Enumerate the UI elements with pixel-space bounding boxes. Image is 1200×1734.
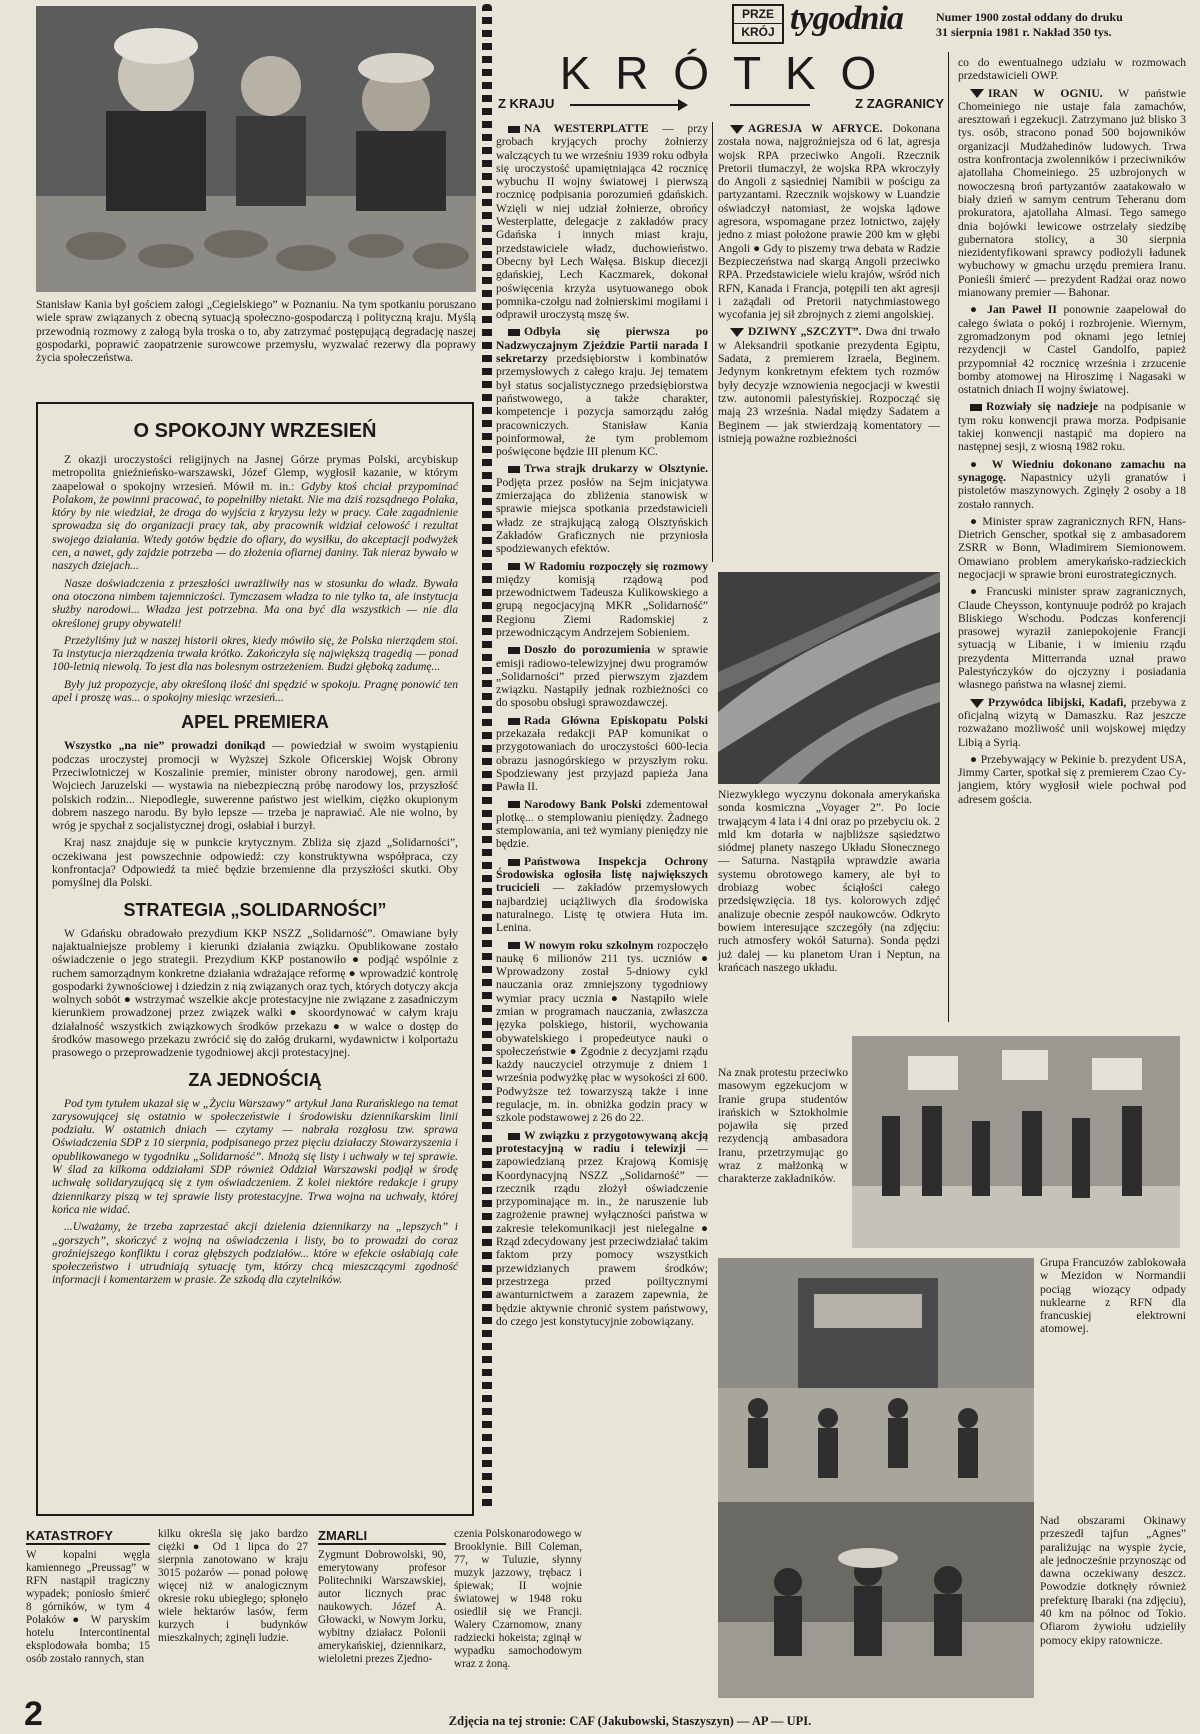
kraju-9-text: rozpoczęło naukę 6 milionów 211 tys. uczniów ● Wprowadzony został 5-dniowy cykl nauczania oraz zmniejszony tygodniowy wymiar pracy ucznia ● Nastąpiło wiele zmian w programach nauczania, zwłaszcza języka polskiego, historii, wychowania obywatelskiego i propedeutyce nauki o społeczeństwie ● Zgodnie z decyzjami rządu każdy nauczyciel otrzymuje z dniem 1 września podwyżkę płac w wysokości zł 600. Podwyższe też towarzyszą także i inne regulacje, m. in. obniżka godzin pracy w szkole podstawowej z 26 do 22. bbox=[496, 938, 708, 1125]
kraju-item-9 bbox=[496, 939, 708, 1125]
bullet-icon bbox=[508, 718, 520, 725]
kraju-5-lead: Doszło do porozumienia bbox=[524, 643, 651, 657]
zmarli-title: ZMARLI bbox=[318, 1528, 446, 1545]
z-kraju-column bbox=[496, 122, 708, 1332]
right-5-text: Napastnicy użyli granatów i pistoletów maszynowych. Zginęły 2 osoby a 18 zostało rannych. bbox=[958, 470, 1186, 511]
bullet-icon bbox=[508, 466, 520, 473]
photo-credits: Zdjęcia na tej stronie: CAF (Jakubowski, Staszyszyn) — AP — UPI. bbox=[448, 1714, 812, 1728]
arrow-right-icon bbox=[678, 99, 688, 111]
article-apel bbox=[52, 739, 458, 889]
kraju-9-lead: W nowym roku szkolnym bbox=[524, 938, 654, 952]
jednosc-p1: Pod tym tytułem ukazał się w „Życiu Warszawy” artykuł Jana Rurańskiego na temat zarysowującej się ostatnio w społeczeństwie i środowisku dziennikarskim linii podziału. W ostatnich dniach — czytamy — nabrała rozgłosu tzw. sprawa Oświadczenia SDP z 10 sierpnia, podpisanego przez pięciu działaczy Stowarzyszenia i opublikowanego w tygodniku „Solidarność”. Mnożą się listy i uchwały w tej sprawie. W ślad za kilkoma oddziałami SDP również Oddział Warszawski podjął w środę uchwałę solidaryzującą się z tym oświadczeniem. Z kolei niektóre redakcje i grupy dziennikarzy piszą w tej sprawie listy protestacyjne. Trwa wojna na uchwały, której końca nie widać. bbox=[52, 1096, 458, 1216]
zagr-2-text: Dwa dni trwało w Aleksandrii spotkanie prezydenta Egiptu, Sadata, z premierem Izraela, Beginem. Jedynym konkretnym efektem tych rozmów były decyzje wznowienia negocjacji w kwestii tzw. autonomii palestyńskiej. Rozpocząć się mają 23 września. Nadal między Sadatem a Beginem — jak stwierdzają komentatory — istnieją poważne rozbieżności bbox=[718, 325, 940, 445]
zmarli-text-2: czenia Polskonarodowego w Brooklynie. Bill Coleman, 77, w Tuluzie, słynny muzyk jazzowy, trębacz i śpiewak; II wojnie światowej w 1948 roku osiedlił się we Francji. Walery Czarnomow, znany radziecki hokeista; zginął w wypadku samochodowym wraz z żoną. bbox=[454, 1528, 583, 1670]
article-strategia bbox=[52, 927, 458, 1060]
box-title-spokojny: O SPOKOJNY WRZESIEŃ bbox=[133, 420, 377, 442]
katastrofy-title: KATASTROFY bbox=[26, 1528, 150, 1545]
iran-protest-photo-image bbox=[852, 1036, 1180, 1248]
right-5-lead: W Wiedniu dokonano zamachu na synagogę. bbox=[958, 457, 1186, 484]
saturn-photo-image bbox=[718, 572, 940, 784]
spokojny-p1: Z okazji uroczystości religijnych na Jasnej Górze prymas Polski, arcybiskup metropolita gnieźnieńsko-warszawski, Józef Glemp, wygłosił kazanie, w którym zaapelował o spokojny wrzesień. Mówił m. in.: bbox=[52, 453, 458, 493]
kraju-item-1 bbox=[496, 122, 708, 321]
kania-photo-image bbox=[36, 6, 476, 292]
news-box bbox=[36, 402, 474, 1516]
right-item-8 bbox=[958, 696, 1186, 749]
issue-line-1: Numer 1900 został oddany do druku bbox=[936, 10, 1123, 24]
apel-p1: — powiedział w swoim wystąpieniu podczas uroczystej promocji w Wyższej Szkole Oficerskiej Wojsk Obrony Przeciwlotniczej w Koszalinie premier, minister obrony narodowej, gen. armii Wojciech Jaruzelski — wystawia na niebezpieczną próbę narodowy los, przyszłość polskich rodzin... Niepodległe, suwerenne państwo jest wielkim, ciężko okupionym dobrem naszego narodu. By było lepsze — trzeba je naprawiać. Ale nie wolno, by wróg je spychał z socjalistycznej drogi, osłabiał i burzył. bbox=[52, 739, 459, 833]
typhoon-caption: Nad obszarami Okinawy przeszedł tajfun „Agnes” paraliżując na wyspie życie, ale jednocześnie przynosząc od dawna oczekiwany deszcz. Powodzie dotknęły również prefekturę Ibaraki (na zdjęciu), 40 km na północ od Tokio. Ofiarom żywiołu udzieliły pomocy ekipy ratownicze. bbox=[1040, 1514, 1186, 1647]
kraju-1-text: — przy grobach kryjących prochy żołnierzy walczących tu we wrześniu 1939 roku odbyła się uroczystość upamiętniająca 42 rocznicę wybuchu II wojny światowej i pierwszą rocznicę podpisania porozumień gdańskich. Wzięli w niej udział żołnierze, obrońcy Westerplatte, delegacje z zakładów pracy Gdańska i innych miast kraju, przedstawiciele władz, duchowieństwo. Obecny był Lech Wałęsa. Biskup diecezji gdańskiej, Lech Kaczmarek, dokonał poświęcenia krzyża usytuowanego obok pomnika-czołgu nad żołnierskimi mogiłami i odprawił uroczystą mszę św. bbox=[496, 122, 708, 322]
right-item-2 bbox=[958, 87, 1186, 300]
right-column bbox=[958, 56, 1186, 810]
kraju-3-text: Podjęta przez posłów na Sejm inicjatywa zmierzająca do zbliżenia stanowisk w sprawie miejsca spotkania przedstawicieli władz ze strajkującą załogą Olsztyńskich Zakładów Graficznych nie przyniosła spodziewanych efektów. bbox=[496, 475, 708, 556]
spokojny-p2: Nasze doświadczenia z przeszłości uwrażliwiły nas w stosunku do władz. Bywała ona otoczona nimbem tajemniczości. Tymczasem władza to nie tylko ta, ale instytucja służby narodowi... Władza jest potrzebna. Ma ona być dla wszystkich — nie dla określonej grupy obywateli! bbox=[52, 576, 458, 630]
box-title-strategia: STRATEGIA „SOLIDARNOŚCI” bbox=[123, 899, 387, 920]
triangle-bullet-icon bbox=[970, 699, 984, 708]
triangle-bullet-icon bbox=[970, 89, 984, 98]
right-2-lead: IRAN W OGNIU. bbox=[988, 86, 1103, 100]
kraju-6-lead: Rada Główna Episkopatu Polski bbox=[524, 713, 708, 727]
right-item-4 bbox=[958, 400, 1186, 453]
z-zagranicy-label: Z ZAGRANICY bbox=[855, 96, 944, 111]
train-blockade-photo-image bbox=[718, 1258, 1034, 1508]
kraju-item-5 bbox=[496, 643, 708, 709]
apel-p2: Kraj nasz znajduje się w punkcie krytycznym. Zbliża się zjazd „Solidarności”, oczekiwana jest powszechnie odpowiedź: czy konstruktywna współpraca, czy konfrontacja? Odpowiedź ta mieć będzie brzemienne dla przyszłości skutki. Oby pomyślnej dla Polski. bbox=[52, 836, 458, 890]
masthead-title: tygodnia bbox=[790, 0, 903, 37]
right-item-9: ● Przebywający w Pekinie b. prezydent USA, Jimmy Carter, spotkał się z premierem Czao Cy-jangiem, który wygłosił wiele pochwał pod adresem gościa. bbox=[958, 752, 1186, 806]
bullet-icon bbox=[508, 647, 520, 654]
right-3-text: ponownie zaapelował do całego świata o pokój i rozbrojenie. Wiernym, zgromadzonym pod oknami jego letniej rezydencji w Castel Gandolfo, papież przypomniał 42 rocznicę września i zrzucenie bomby atomowej na Hiroszimę i Nagasaki w ostatnich dniach II wojny światowej. bbox=[958, 303, 1186, 397]
article-jednosc bbox=[52, 1097, 458, 1287]
kraju-10-text: — zapowiedzianą przez Krajową Komisję Koordynacyjną NSZZ „Solidarność” — rzecznik rządu złożył oświadczenie przypominające m. in., że naruszenie lub zagrożenie prawnej wyłączności państwa w zakresie telekomunikacji jest nielegalne ● Rząd zdecydowany jest przeciwdziałać takim faktom przy pomocy wszystkich przewidzianych prawem środków; przestrzega przed poiltycznymi awanturnictwem a zarazem zapewnia, że będzie aktywnie chronić system państwowy, do czego jest konstytucyjnie zobowiązany. bbox=[496, 1141, 708, 1328]
kraju-2-text: przedsiębiorstw i kombinatów przemysłowych z całego kraju. Jej tematem był status socjalistycznego przedsiębiorstwa państwowego, a także charakter, kompetencje i pozycja samorządu załóg pracowniczych. Stanisław Kania poinformował, że tym problemom poświęcone będzie III plenum KC. bbox=[496, 352, 709, 459]
right-4-text: na podpisanie w tym roku konwencji prawa morza. Podpisanie takiej konwencji nastąpić ma dopiero na następnej sesji, z wiosną 1982 roku. bbox=[958, 400, 1186, 454]
logo-top: PRZE bbox=[734, 6, 782, 24]
krotko-subheader bbox=[498, 96, 944, 112]
kraju-4-text: między komisją rządową pod przewodnictwem Tadeusza Kulikowskiego a grupą negocjacyjną MKR „Solidarność” Regionu Ziemi Radomskiej z przewodniczącym Andrzejem Sobieniem. bbox=[496, 572, 708, 639]
kraju-7-text: zdementował plotkę... o stemplowaniu pieniędzy. Żadnego stemplowania, ani też wymiany pieniędzy nie będzie. bbox=[496, 797, 708, 851]
apel-lead: Wszystko „na nie” prowadzi donikąd bbox=[64, 739, 266, 753]
kraju-item-6 bbox=[496, 714, 708, 794]
z-kraju-label: Z KRAJU bbox=[498, 96, 555, 111]
kraju-2-lead: Odbyła się pierwsza po Nadzwyczajnym Zjeździe Partii narada I sekretarzy bbox=[496, 325, 708, 366]
zagr-item-2 bbox=[718, 325, 940, 445]
kraju-8-lead: Państwowa Inspekcja Ochrony Środowiska ogłosiła listę największych trucicieli bbox=[496, 854, 708, 895]
right-item-6: ● Minister spraw zagranicznych RFN, Hans-Dietrich Genscher, spotkał się z ambasadorem ZSRR w Bonn, Władimirem Siemionowem. Omawiano problem amerykańsko-radzieckich negocjacji w sprawie broni eurostrategicznych. bbox=[958, 514, 1186, 581]
kraju-10-lead: W związku z przygotowywaną akcją protestacyjną w radiu i telewizji bbox=[496, 1128, 708, 1155]
right-4-lead: Rozwiały się nadzieje bbox=[986, 400, 1099, 414]
kraju-5-text: w sprawie emisji radiowo-telewizyjnej dwu programów „Solidarności” przed pierwszym zjazdem związku. Nastąpiły jednak rozbieżności co do sposobu obsługi sprawozdawczej. bbox=[496, 643, 708, 710]
right-item-3: ● Jan Paweł II ponownie zaapelował do całego świata o pokój i rozbrojenie. Wiernym, zgromadzonym pod oknami jego letniej rezydencji w Castel Gandolfo, papież przypomniał 42 rocznicę września i zrzucenie bomby atomowej na Hiroszimę i Nagasaki w ostatnich dniach II wojny światowej. bbox=[958, 303, 1186, 397]
subheader-line-left bbox=[570, 104, 680, 106]
bullet-icon bbox=[508, 126, 520, 133]
krotko-title: K R Ó T K O bbox=[559, 47, 883, 99]
right-8-text: przebywa z oficjalną wizytą w Damaszku. Raz jeszcze rozważano możliwość unii wojskowej między Libią a Syrią. bbox=[958, 695, 1187, 749]
kraju-item-4 bbox=[496, 560, 708, 640]
strategia-p1: W Gdańsku obradowało prezydium KKP NSZZ „Solidarność”. Omawiane były najaktualniejsze problemy i kierunki działania związku. Opublikowane zostało oświadczenie o jego strategii. Prezydium KKP postanowiło ● podjąć wspólnie z ruchem samorządnym konkretne działania wdrażające reformę ● wprowadzić kontrolę gospodarki żywnościowej i dziedzin z nią związanych oraz tych, których dotyczy akcja wolnych sobót ● wstrzymać wszelkie akcje protestacyjne nie związane z zasadniczym kierunkiem prowadzonej przez związek walki ● skoordynować w całym kraju działalność wszystkich związkowych środków przekazu ● w walce o dostęp do środków masowego przekazu zwrócić się do załóg drukarni, wydawnictw i kolportażu prasowego o przeprowadzenie tygodniowej akcji protestacyjnej. bbox=[52, 926, 458, 1060]
kraju-3-lead: Trwa strajk drukarzy w Olsztynie. bbox=[524, 462, 708, 476]
spokojny-p3: Przeżyliśmy już w naszej historii okres, kiedy mówiło się, że Polska nierządem stoi. Ta instytucja nierządzenia trwała krótko. Zakończyła się największą tragedią — ponad 100-letnią niewolą. To jest dla nas bolesnym ostrzeżeniem. Budzi głęboką zadumę... bbox=[52, 633, 458, 674]
kania-photo bbox=[36, 6, 476, 292]
right-9-text: Przebywający w Pekinie b. prezydent USA, Jimmy Carter, spotkał się z premierem Czao Cy-jangiem, który wygłosił wiele pochwał pod adresem gościa. bbox=[958, 752, 1186, 806]
kraju-item-3 bbox=[496, 462, 708, 555]
bullet-icon bbox=[508, 942, 520, 949]
saturn-caption: Niezwykłego wyczynu dokonała amerykańska sonda kosmiczna „Voyager 2”. Po locie trwającym 4 lata i 4 dni oraz po przebyciu ok. 2 mld km dotarła w najbliższe sąsiedztwo siódmej planety naszego Układu Słonecznego — Saturna. Nastąpiła wprawdzie awaria systemu obrotowego kamery, ale był to drobiazg wobec ściąłości całego przedsięwzięcia. 18 tys. kolorowych zdjęć analizuje obecnie zespół naukowców. Odkryto bowiem interesujące szczegóły (na zdjęciu: ruch atmosfery wokół Saturna). Sonda pędzi już dalej — ku planetom Uran i Neptun, na krańcach naszego układu. bbox=[718, 788, 940, 974]
spokojny-p4: Były już propozycje, aby określoną ilość dni spędzić w spokoju. Pragnę ponowić ten apel i proszę was... o spokojny miesiąc wrzesień... bbox=[52, 677, 458, 705]
zagr-1-lead: AGRESJA W AFRYCE. bbox=[748, 122, 883, 135]
right-6-text: Minister spraw zagranicznych RFN, Hans-Dietrich Genscher, spotkał się z ambasadorem ZSRR w Bonn, Władimirem Siemionowem. Omawiano problem amerykańsko-radzieckich negocjacji w sprawie broni eurostrategicznych. bbox=[958, 514, 1186, 581]
column-separator bbox=[482, 4, 492, 1512]
kraju-8-text: — zakładów przemysłowych najbardziej uciążliwych dla środowiska naturalnego. Listę tę otwiera Huta im. Lenina. bbox=[496, 881, 708, 935]
right-item-5: ● W Wiedniu dokonano zamachu na synagogę. Napastnicy użyli granatów i pistoletów maszynowych. Zginęły 2 osoby a 18 zostało rannych. bbox=[958, 457, 1186, 511]
bullet-icon bbox=[970, 404, 982, 411]
iran-caption: Na znak protestu przeciwko masowym egzekucjom w Iranie grupa studentów irańskich w Sztokholmie pojawiła się przed rezydencją ambasadora Iranu, przetrzymując go wraz z małżonką w charakterze zakładników. bbox=[718, 1066, 848, 1186]
kania-photo-caption: Stanisław Kania był gościem załogi „Cegielskiego” w Poznaniu. Na tym spotkaniu poruszano wiele spraw związanych z obecną sytuacją społeczno-gospodarczą i polityczną kraju. Myślą przewodnią rozmowy z załogą była troska o to, aby zatrzymać postępującą degradację naszej gospodarki, poprawić zaopatrzenie surowcowe przemysłu, wyzwalać rezerwy dla poprawy życia społeczeństwa. bbox=[36, 298, 476, 365]
right-2-text: W państwie Chomeiniego nie ustaje fala zamachów, aresztowań i egzekucji. Zatrzymano już blisko 3 tys. osób, stracono ponad 500 bojowników organizacji Mudżahedinów ludowych. Trwa ostra konfrontacja zwolenników i przeciwników ajatollaha Chomeiniego. 25 uzbrojonych w nowoczesną broń partyzantów zaatakowało w biały dzień w samym centrum Teheranu dom prokuratora, ajatollaha Almasi. Tego samego dnia bojówki lewicowe ostrzelały siedzibę gubernatora stolicy, a 30 sierpnia niezidentyfikowani sprawcy podłożyli ładunek wybuchowy w gmachu urzędu premiera Iranu. Ponieśli śmierć — prezydent Radżai oraz nowo mianowany premier — Bahonar. bbox=[958, 86, 1186, 300]
iran-protest-photo bbox=[852, 1036, 1180, 1248]
kraju-1-lead: NA WESTERPLATTE bbox=[524, 122, 649, 135]
kraju-item-7 bbox=[496, 798, 708, 851]
right-3-lead: Jan Paweł II bbox=[987, 303, 1057, 317]
zagr-2-lead: DZIWNY „SZCZYT”. bbox=[748, 325, 862, 339]
masthead-issue bbox=[936, 10, 1198, 40]
masthead-logo-box bbox=[732, 4, 784, 44]
right-item-1: co do ewentualnego udziału w rozmowach przedstawicieli OWP. bbox=[958, 56, 1186, 83]
zmarli-text-1: Zygmunt Dobrowolski, 90, emerytowany profesor Politechniki Warszawskiej, autor licznych prac naukowych. Józef A. Głowacki, w Nowym Jorku, wybitny działacz Polonii amerykańskiej, dziennikarz, wieloletni prezes Zjedno- bbox=[318, 1549, 446, 1665]
bullet-icon bbox=[508, 801, 520, 808]
right-item-7: ● Francuski minister spraw zagranicznych, Claude Cheysson, kontynuuje podróż po krajach Bliskiego Wschodu. Podczas konferencji prasowej wyraził zaniepokojenie Francji sytuacją w Libanie, i w imieniu rządu prezydenta Mitterranda uznał prawo Palestyńczyków do ojczyzny i posiadania własnego państwa na własnej ziemi. bbox=[958, 585, 1186, 692]
triangle-bullet-icon bbox=[730, 125, 744, 134]
zagr-1-text: Dokonana została nowa, najgroźniejsza od 6 lat, agresja wojsk RPA przeciwko Angoli. Rzecznik Pretorii tłumaczył, że wojska RPA wkroczyły do Angoli z sąsiedniej Namibii w pościgu za partyzantami. Rzecznik wojskowy w Luandzie oświadczył natomiast, że wojska lądowe agresora, wspomagane przez lotnictwo, zajęły jedno z miast położone prawie 200 km w głębi Angoli ● Gdy to piszemy trwa debata w Radzie Bezpieczeństwa nad skargą Angoli przeciwko RPA. Przedstawiciele wielu krajów, wśród nich RFN, Kanada i Francja, potępili ten akt agresji i zażądali od Pretorii natychmiastowego wycofania jej sił zbrojnych z ziemi angolskiej. bbox=[718, 122, 940, 322]
bullet-icon bbox=[508, 563, 520, 570]
kraju-6-text: przekazała redakcji PAP komunikat o przygotowaniach do uroczystości 600-lecia obrazu jasnogórskiego w przyszłym roku. Spodziewany jest przyjazd papieża Jana Pawła II. bbox=[496, 727, 708, 794]
typhoon-photo-image bbox=[718, 1502, 1034, 1698]
subheader-line-right bbox=[730, 104, 810, 106]
issue-line-2: 31 sierpnia 1981 r. Nakład 350 tys. bbox=[936, 25, 1112, 39]
jednosc-p2: ...Uważamy, że trzeba zaprzestać akcji dzielenia dziennikarzy na „lepszych” i „gorszych”, skończyć z wojną na oświadczenia i listy, bo to prowadzi do coraz groźniejszego konfliktu i coraz głębszych podziałów... które w efekcie osłabiają całe społeczeństwo i utrudniają sytuację tym, którzy chcą mieszczącymi zgodność informacji i komentarzem w prasie. Ze szkodą dla czytelników. bbox=[52, 1220, 458, 1287]
box-title-jednosc: ZA JEDNOŚCIĄ bbox=[188, 1069, 322, 1090]
katastrofy-text-1: W kopalni węgla kamiennego „Preussag” w RFN nastąpił tragiczny wypadek; poniosło śmierć 8 górników, w tym 4 Polaków ● W paryskim hotelu Intercontinental eksplodowała bomba; 15 osób zostało rannych, stan bbox=[26, 1549, 150, 1665]
bullet-icon bbox=[508, 329, 520, 336]
typhoon-photo bbox=[718, 1502, 1034, 1698]
kraju-7-lead: Narodowy Bank Polski bbox=[524, 797, 642, 811]
z-zagranicy-column bbox=[718, 122, 940, 449]
bullet-icon bbox=[508, 1133, 520, 1140]
triangle-bullet-icon bbox=[730, 328, 744, 337]
kraju-item-10 bbox=[496, 1129, 708, 1328]
train-caption: Grupa Francuzów zablokowała w Mezidon w Normandii pociąg wiozący odpady nuklearne z RFN dla francuskiej elektrowni atomowej. bbox=[1040, 1256, 1186, 1336]
right-7-text: Francuski minister spraw zagranicznych, Claude Cheysson, kontynuuje podróż po krajach Bliskiego Wschodu. Podczas konferencji prasowej wyraził zaniepokojenie Francji sytuacją w Libanie, i w imieniu rządu prezydenta Mitterranda uznał prawo Palestyńczyków do ojczyzny i posiadania własnego państwa na własnej ziemi. bbox=[958, 585, 1186, 692]
kraju-item-2 bbox=[496, 325, 708, 458]
zmarli-col1 bbox=[318, 1528, 446, 1666]
zagr-item-1 bbox=[718, 122, 940, 321]
box-title-apel: APEL PREMIERA bbox=[181, 712, 329, 733]
katastrofy-col1 bbox=[26, 1528, 150, 1666]
right-8-lead: Przywódca libijski, Kadafi, bbox=[988, 695, 1127, 709]
article-spokojny bbox=[52, 453, 458, 704]
column-rule bbox=[948, 52, 949, 1022]
bullet-icon bbox=[508, 859, 520, 866]
column-rule bbox=[712, 122, 713, 562]
saturn-photo bbox=[718, 572, 940, 784]
kraju-item-8 bbox=[496, 855, 708, 935]
katastrofy-text-2: kilku określa się jako bardzo ciężki ● Od 1 lipca do 27 sierpnia zanotowano w kraju 3015 pożarów — ponad połowę więcej niż w analogicznym okresie roku ubiegłego; spłonęło wiele hektarów lasów, ferm kurzych i budynków mieszkalnych; zginęli ludzie. bbox=[158, 1528, 308, 1644]
spokojny-quote: Gdyby ktoś chciał przypominać Polakom, że powinni pracować, to popełniłby nietakt. Nie ma dziś rozsądnego Polaka, który by nie wiedział, że droga do wyjścia z kryzysu leży w pracy. Całe zagadnienie sprowadza się do organizacji pracy tak, aby pracownik widział celowość i rezultat swojego działania. Wtedy gotów będzie do ofiary, do wysiłku, do akceptacji podwyżek cen, a nawet, gdy zajdzie potrzeba — do złożenia ofiarnej daniny. Tak nieraz bywało w naszych dziejach... bbox=[52, 479, 458, 573]
kraju-4-lead: W Radomiu rozpoczęły się rozmowy bbox=[524, 559, 708, 573]
logo-bottom: KRÓJ bbox=[741, 25, 775, 39]
train-blockade-photo bbox=[718, 1258, 1034, 1508]
page-number: 2 bbox=[24, 1695, 43, 1733]
